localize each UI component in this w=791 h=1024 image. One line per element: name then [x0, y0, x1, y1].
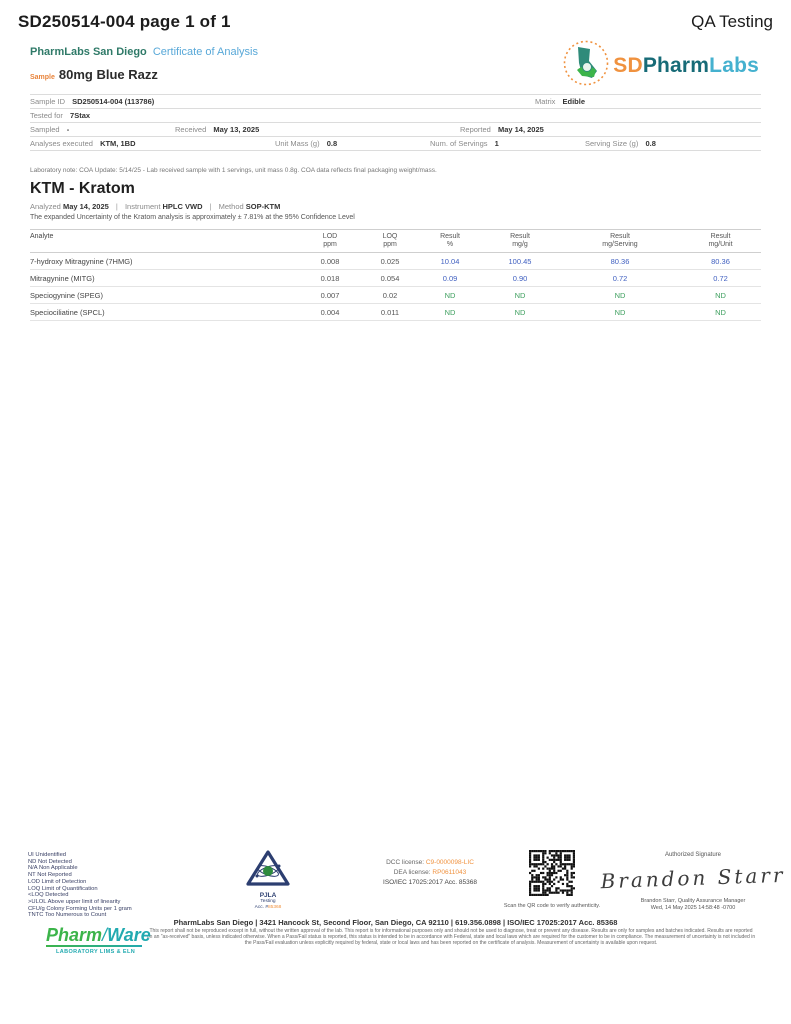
lod-value: 0.007 [320, 290, 340, 300]
header-serv-line1: Result [610, 233, 630, 240]
num-servings-value: 1 [494, 139, 499, 148]
pjla-accreditation [230, 848, 306, 910]
header-loq-line2: ppm [383, 241, 397, 248]
result-mg-unit: 0.72 [713, 273, 728, 283]
pjla-testing-label: Testing [260, 899, 276, 904]
num-servings-cell [430, 137, 499, 150]
unit-mass-label: Unit Mass (g) [275, 139, 320, 148]
legend-item: UI Unidentified [28, 852, 67, 858]
pjla-logo-icon [241, 875, 295, 892]
signature-script: Brandon Starr [600, 862, 786, 894]
header-result-pct [420, 233, 480, 249]
result-mg-unit: ND [715, 290, 726, 300]
analyses-executed-label: Analyses executed [30, 139, 93, 148]
header-lod-line2: ppm [323, 241, 337, 248]
uncertainty-statement: The expanded Uncertainty of the Kratom analysis is approximately ± 7.81% at the 95% Confidence Level [30, 214, 355, 221]
header-result-mgg [480, 233, 560, 249]
laboratory-note-text: COA Update: 5/14/25 - Lab received sample with 1 servings, unit mass 0.8g. COA data reflects final packaging weight/mass. [79, 167, 437, 174]
header-analyte [30, 233, 300, 249]
info-row-dates [30, 122, 761, 136]
tested-for-value: 7Stax [70, 111, 91, 120]
sdpharmlabs-wordmark [613, 54, 759, 78]
result-mgg: 100.45 [508, 256, 532, 266]
result-mg-serving: 80.36 [610, 256, 630, 266]
serving-size-label: Serving Size (g) [585, 139, 639, 148]
legend-item: N/A Non Applicable [28, 865, 78, 872]
sample-id-value: SD250514-004 (113786) [72, 97, 155, 106]
legend-item: <LOQ Detected [28, 892, 69, 899]
result-mg-unit: ND [715, 307, 726, 317]
received-value: May 13, 2025 [213, 125, 260, 134]
legend-item: ND Not Detected [28, 858, 72, 865]
result-pct: 0.09 [442, 273, 458, 283]
signer-name-title: Brandon Starr, Quality Assurance Manager [640, 898, 746, 904]
disclaimer-line: on an "as-received" basis, unless indicated otherwise. When a Pass/Fail status is reported, this status is intended to be in accordance with Federal, state and local laws which are required for the customer to be in compliance. The measurement of uncertainty is not included in [146, 933, 756, 940]
analyses-executed-value: KTM, 1BD [100, 139, 136, 148]
header-lod-ppm [300, 233, 360, 249]
result-mgg: ND [514, 307, 526, 317]
abbreviation-legend [28, 852, 132, 919]
method-value: SOP-KTM [245, 202, 281, 211]
authorized-signature-label: Authorized Signature [664, 852, 722, 858]
header-serv-line2: mg/Serving [602, 241, 638, 248]
separator: | [115, 202, 118, 211]
sample-label: Sample [30, 74, 55, 81]
lod-value: 0.008 [320, 256, 340, 266]
loq-value: 0.02 [382, 290, 398, 300]
legend-item: >ULOL Above upper limit of linearity [28, 898, 121, 905]
sampled-label: Sampled [30, 125, 60, 134]
header-analyte-line1: Analyte [30, 233, 54, 240]
qr-caption: Scan the QR code to verify authenticity. [503, 903, 601, 909]
header-mgg-line1: Result [510, 233, 530, 240]
method-label: Method [218, 202, 244, 211]
lab-address-line: PharmLabs San Diego | 3421 Hancock St, Second Floor, San Diego, CA 92110 | 619.356.0898 | ISO/IEC 17025:2017 Acc. 85368 [173, 918, 618, 927]
serving-size-value: 0.8 [645, 139, 656, 148]
qr-code [529, 883, 575, 900]
lod-value: 0.004 [320, 307, 340, 317]
unit-mass-cell [275, 137, 337, 150]
pharmware-underline [46, 945, 142, 947]
table-row [30, 304, 761, 321]
result-mgg: ND [514, 290, 526, 300]
loq-value: 0.054 [380, 273, 400, 283]
info-row-tested-for [30, 108, 761, 122]
info-row-sample-id [30, 94, 761, 108]
disclaimer-line: the Pass/Fail evaluation unless explicitly required by federal, state or local laws and has been reported on the certificate of analysis. Measurement of uncertainty is available upon request. [244, 939, 658, 946]
loq-value: 0.011 [380, 307, 400, 317]
analyte-name: Mitragynine (MITG) [30, 273, 95, 283]
result-pct: ND [444, 290, 456, 300]
disclaimer-line: This report shall not be reproduced except in full, without the written approval of the lab. This report is for informational purposes only and should not be used to diagnose, treat or prevent any disease. Results are only for samples and batches indicated. Results are reported [149, 928, 753, 934]
signature-block [600, 852, 786, 911]
separator: | [209, 202, 212, 211]
lod-value: 0.018 [320, 273, 340, 283]
header-mgg-line2: mg/g [512, 241, 528, 248]
pharmware-logo [46, 926, 156, 955]
pharmware-pharm-text: Pharm [46, 925, 103, 945]
page-title: SD250514-004 page 1 of 1 [18, 12, 231, 31]
reported-label: Reported [460, 125, 491, 134]
header-unit-line1: Result [710, 233, 731, 240]
lab-name: PharmLabs San Diego [30, 46, 147, 58]
section-title-ktm-kratom: KTM - Kratom [30, 180, 135, 197]
pjla-accreditation-number [230, 905, 306, 911]
unit-mass-value: 0.8 [326, 139, 338, 148]
pjla-acc-value: 85368 [268, 904, 282, 910]
pharmware-wordmark [46, 926, 156, 944]
analyte-name: Speciogynine (SPEG) [30, 290, 103, 300]
reported-value: May 14, 2025 [497, 125, 544, 134]
dea-license-value: RP0611043 [432, 869, 467, 876]
analysis-meta-line [30, 202, 761, 211]
header-result-mg-serving [560, 233, 680, 249]
header-result-mg-unit [680, 233, 761, 249]
table-row [30, 270, 761, 287]
sampled-value: - [66, 125, 70, 134]
serving-size-cell [585, 137, 656, 150]
matrix-label: Matrix [535, 97, 556, 106]
legend-item: CFU/g Colony Forming Units per 1 gram [28, 905, 132, 912]
laboratory-note-label: Laboratory note: [30, 167, 78, 174]
header-pct-line1: Result [440, 233, 460, 240]
pharmware-tagline: LABORATORY LIMS & ELN [56, 949, 136, 955]
accreditation-band [0, 846, 791, 918]
pharmware-slash-icon: / [102, 925, 108, 945]
legend-item: LOQ Limit of Quantification [28, 885, 98, 892]
disclaimer [142, 929, 760, 946]
dcc-license-value: C9-0000098-LIC [425, 859, 474, 866]
reported-cell [460, 123, 544, 136]
pjla-acc-label: Acc. # [254, 904, 268, 910]
result-mgg: 0.90 [512, 273, 528, 283]
result-pct: 10.04 [440, 256, 460, 266]
received-cell [175, 123, 259, 136]
instrument-label: Instrument [124, 202, 161, 211]
legend-item: TNTC Too Numerous to Count [28, 912, 107, 919]
logo-labs-text: Labs [709, 53, 759, 77]
sample-name: 80mg Blue Razz [58, 67, 158, 82]
laboratory-note [30, 167, 761, 174]
pharmware-ware-text: Ware [107, 925, 151, 945]
table-header-row [30, 229, 761, 253]
header-unit-line2: mg/Unit [708, 241, 733, 248]
num-servings-label: Num. of Servings [430, 139, 488, 148]
matrix-cell [535, 95, 585, 108]
signature-timestamp: Wed, 14 May 2025 14:58:48 -0700 [650, 904, 736, 911]
pjla-name: PJLA [259, 892, 277, 899]
tested-for-label: Tested for [30, 111, 63, 120]
sample-info-table [30, 94, 761, 151]
analyte-name: 7-hydroxy Mitragynine (7HMG) [30, 256, 133, 266]
analyzed-label: Analyzed [30, 202, 61, 211]
dcc-license-label: DCC license: [386, 859, 425, 866]
loq-value: 0.025 [380, 256, 400, 266]
analyzed-value: May 14, 2025 [62, 202, 109, 211]
results-table [30, 229, 761, 321]
matrix-value: Edible [562, 97, 586, 106]
header-loq-ppm [360, 233, 420, 249]
instrument-value: HPLC VWD [162, 202, 203, 211]
result-pct: ND [444, 307, 456, 317]
certificate-of-analysis-label: Certificate of Analysis [152, 46, 258, 58]
analyte-name: Speciociliatine (SPCL) [30, 307, 105, 317]
logo-sd-text: SD [613, 53, 643, 77]
sdpharmlabs-emblem-icon [563, 40, 609, 91]
page-header [0, 0, 791, 32]
sdpharmlabs-logo [563, 40, 759, 91]
header-pct-line2: % [446, 241, 454, 248]
legend-item: LOD Limit of Detection [28, 878, 87, 885]
result-mg-serving: ND [614, 290, 626, 300]
table-row [30, 253, 761, 270]
qa-testing-label: QA Testing [691, 12, 773, 31]
logo-pharm-text: Pharm [642, 53, 710, 77]
received-label: Received [175, 125, 207, 134]
table-row [30, 287, 761, 304]
legend-item: NT Not Reported [28, 872, 72, 879]
result-mg-serving: ND [614, 307, 626, 317]
qr-verification [487, 850, 617, 909]
sample-id-label: Sample ID [30, 97, 66, 106]
result-mg-unit: 80.36 [711, 256, 730, 266]
info-row-analyses [30, 136, 761, 151]
header-loq-line1: LOQ [382, 233, 398, 240]
result-mg-serving: 0.72 [612, 273, 628, 283]
dea-license-label: DEA license: [393, 869, 431, 876]
header-lod-line1: LOD [322, 233, 338, 240]
iso-accreditation-line: ISO/IEC 17025:2017 Acc. 85368 [383, 879, 477, 886]
